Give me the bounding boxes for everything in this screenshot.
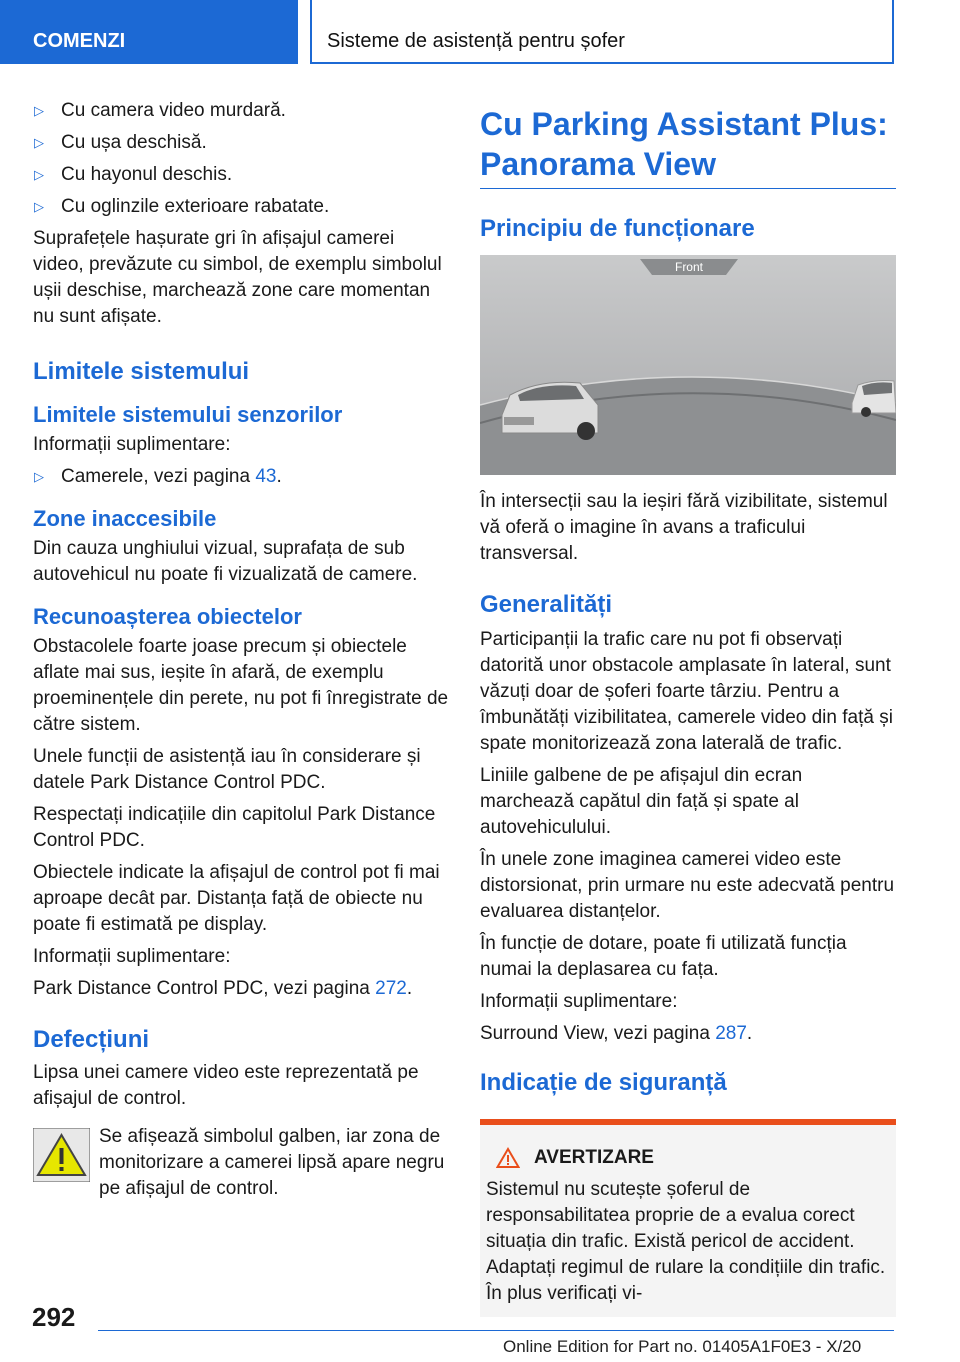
reference-text: Surround View, vezi pagina: [480, 1023, 710, 1044]
warning-symbol-text: Se afișează simbolul galben, iar zona de monitorizare a camerei lipsă apare negru pe afișajul de control.: [99, 1126, 445, 1199]
paragraph: Obstacolele foarte joase precum și obiectele aflate mai sus, ieșite în afară, de exemplu proeminențele din perete, nu pot fi înregistrate de către sistem.: [33, 636, 449, 735]
bullet-triangle-icon: ▷: [34, 135, 44, 150]
bullet-triangle-icon: ▷: [34, 469, 44, 484]
page-link-43[interactable]: 43: [255, 466, 277, 487]
header-section-tab: [0, 0, 298, 64]
paragraph: Surround View, vezi pagina 287.: [480, 1023, 753, 1044]
footer-divider: [98, 1330, 894, 1331]
panorama-view-camera-image: [480, 255, 896, 475]
bullet-triangle-icon: ▷: [34, 103, 44, 118]
car-right-icon: [852, 381, 896, 418]
heading-safety: Indicație de siguranță: [480, 1069, 727, 1096]
heading-system-limits: Limitele sistemului: [33, 358, 250, 385]
bullet-triangle-icon: ▷: [34, 167, 44, 182]
front-label: Front: [674, 260, 704, 274]
list-item-text: Cu ușa deschisă.: [61, 132, 207, 153]
paragraph: În unele zone imaginea camerei video este distorsionat, prin urmare nu este adecvată pentru evaluarea distanțelor.: [480, 849, 895, 922]
paragraph: În intersecții sau la ieșiri fără vizibilitate, sistemul vă oferă o imagine în avans a traficului transversal.: [480, 491, 888, 564]
list-item-text: Cu hayonul deschis.: [61, 164, 233, 185]
list-item-text: Cu oglinzile exterioare rabatate.: [61, 196, 330, 217]
header-chapter-tab: [310, 0, 894, 64]
page-link-287[interactable]: 287: [715, 1023, 747, 1044]
list-item: [33, 98, 449, 124]
right-column: [480, 104, 896, 1317]
footer-edition: Online Edition for Part no. 01405A1F0E3 - X/20: [503, 1337, 862, 1356]
header-section-label: COMENZI: [33, 30, 126, 52]
paragraph: În funcție de dotare, poate fi utilizată funcția numai la deplasarea cu fața.: [480, 933, 847, 980]
warning-triangle-icon: [496, 1147, 520, 1169]
paragraph: Informații suplimentare:: [480, 991, 678, 1012]
heading-faults: Defecțiuni: [33, 1026, 150, 1053]
page-link-272[interactable]: 272: [375, 978, 407, 999]
heading-inaccessible-zones: Zone inaccesibile: [33, 506, 217, 531]
warning-text: Sistemul nu scutește șoferul de responsabilitatea proprie de a evalua corect situația din trafic. Există pericol de accident. Adaptați regimul de rulare la condițiile din trafic. În plus verificați vi-: [486, 1179, 886, 1304]
paragraph: Informații suplimentare:: [33, 946, 231, 967]
page-number: 292: [32, 1302, 76, 1332]
paragraph: Lipsa unei camere video este reprezentată pe afișajul de control.: [33, 1062, 419, 1109]
heading-general: Generalități: [480, 591, 613, 618]
paragraph: Liniile galbene de pe afișajul din ecran marchează capătul din față și spate al autovehiculului.: [480, 765, 803, 838]
paragraph: Din cauza unghiului vizual, suprafața de sub autovehicul nu poate fi vizualizată de camere.: [33, 538, 418, 585]
title-line-1: Cu Parking Assistant Plus:: [480, 106, 888, 142]
warning-symbol-note: [33, 1124, 449, 1202]
warning-title: AVERTIZARE: [534, 1147, 654, 1168]
paragraph: Suprafețele hașurate gri în afișajul camerei video, prevăzute cu simbol, de exemplu simbolul ușii deschise, marchează zone care momentan nu sunt afișate.: [33, 228, 442, 327]
reference-text: Park Distance Control PDC, vezi pagina: [33, 978, 370, 999]
warning-box: [480, 1119, 896, 1317]
paragraph: Park Distance Control PDC, vezi pagina 272.: [33, 978, 413, 999]
heading-object-recognition: Recunoașterea obiectelor: [33, 604, 302, 629]
paragraph: Respectați indicațiile din capitolul Park Distance Control PDC.: [33, 804, 436, 851]
title-divider: [480, 188, 896, 189]
title-line-2: Panorama View: [480, 146, 716, 182]
heading-sensor-limits: Limitele sistemului senzorilor: [33, 402, 343, 427]
list-item: [33, 130, 449, 156]
paragraph: Obiectele indicate la afișajul de control pot fi mai aproape decât par. Distanța față de obiecte nu poate fi estimată pe display.: [33, 862, 440, 935]
paragraph: Informații suplimentare:: [33, 434, 231, 455]
yellow-warning-symbol-icon: [33, 1128, 90, 1182]
list-item-text: Cu camera video murdară.: [61, 100, 286, 121]
paragraph: Unele funcții de asistență iau în considerare și datele Park Distance Control PDC.: [33, 746, 421, 793]
paragraph: Participanții la trafic care nu pot fi observați datorită unor obstacole amplasate în lateral, sunt văzuți doar de șoferi foarte târziu. Pentru a îmbunătăți vizibilitatea, camerele video din față și spate monitorizează zona laterală de trafic.: [480, 629, 893, 754]
left-column: [33, 98, 449, 1202]
list-item-text: Camerele, vezi pagina: [61, 466, 251, 487]
list-item: ▷ Camerele, vezi pagina 43.: [33, 464, 449, 490]
list-item: [33, 162, 449, 188]
list-item: [33, 194, 449, 220]
heading-principle: Principiu de funcționare: [480, 215, 755, 242]
header-chapter-label: Sisteme de asistență pentru șofer: [327, 30, 625, 52]
bullet-triangle-icon: ▷: [34, 199, 44, 214]
